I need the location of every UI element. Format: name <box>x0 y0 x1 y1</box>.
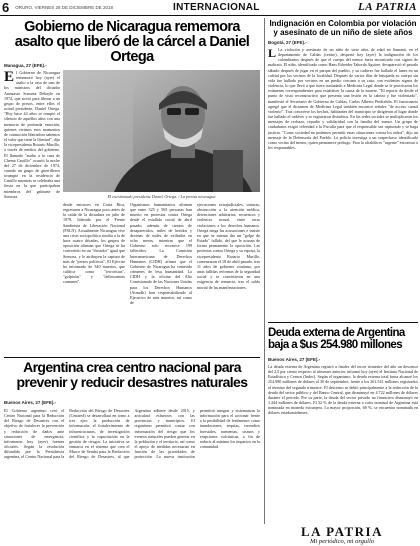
dateline: ORURO, VIERNES 28 DE DICIEMBRE DE 2018 <box>15 5 114 10</box>
header-rule <box>0 15 420 16</box>
ortega-photo-illustration <box>63 70 260 192</box>
page-number: 6 <box>2 0 10 15</box>
nicaragua-byline: Managua, 27 (EFE).- <box>4 63 47 68</box>
colombia-headline: Indignación en Colombia por violación y asesinato de un niño de siete años <box>269 19 417 37</box>
nicaragua-text-1: l Gobierno de Nicaragua rememoró hoy (ayer) el asalto a la casa de uno de los ministros del dictador Anastasio Somoza Debayle en 1974, que sirvió para liberar a un grupo de presos, entre ellos el actual presidente, Daniel Ortega. "Hoy hace 44 años se rompió el silencio de aquellos años con una memoria de profunda emoción, quienes vivimos esos momentos de conmoción liberadora sabemos el valor que tiene la libertad", dijo la vicepresidenta Rosario Murillo, a través de medios del gobierno. El llamado "asalto a la casa de Chema Castillo" ocurrió la noche del 27 de diciembre de 1974, cuando un grupo de guerrilleros irrumpió en la residencia de Castillo mientras se celebraba una fiesta en la que participaban miembros del gabinete de Somoza. <box>4 70 60 199</box>
photo-caption: El cuestionado presidente Daniel Ortega. / La prensa nicaragua <box>107 194 216 199</box>
nicaragua-column-2: desde entonces en Costa Rica, regresaron a Nicaragua poco antes de la caída de la dictadura en julio de 1979, liderada por el Frente Sandinista de Liberación Nacional (FSLN). Actualmente Nicaragua vive una crisis sociopolítica similar a la de hace cuatro décadas, los grupos de oposición afirman que Ortega se ha convertido en un "dictador" igual que Somoza, y le atribuyen la captura de más de "presos políticos". El Ejército ha informado de 340 muertos, que califica como "terroristas", "golpistas" y "delincuentes comunes". <box>63 202 125 285</box>
deuda-headline: Deuda externa de Argentina baja a $us 254.980 millones <box>268 327 405 352</box>
colombia-body <box>268 47 418 318</box>
nicaragua-column-1 <box>4 70 60 352</box>
nicaragua-headline: Gobierno de Nicaragua rememora asalto que liberó de la cárcel a Daniel Ortega <box>14 19 250 66</box>
brand-logo: LA PATRIA <box>357 1 417 13</box>
colombia-text: La violación y asesinato de un niño de siete años de edad en Samaná, en el departamento de Caldas (centro), despertó hoy (ayer) la indignación de los colombianos después de que el cuerpo del menor fuera encontrado con signos de maltrato. El niño, identificado como Hans Esbeider Taborda Aguirre, desapareció el pasado sábado después de jugar en el parque del pueblo, y su cadáver fue hallado el lunes en un cafetal por los vecinos de la localidad. Después de varios días de búsqueda su cuerpo sin vida fue hallado por vecinos en un predio cercano a su casa, con evidentes signos de violencia, lo que llevó a que fuera trasladado a Medicina Legal donde se le practicaron los exámenes correspondientes para establecer la causa de la muerte. "El reporte da desde el punto de vista reconstructivo que presenta una lesión en la cabeza y fue violentado", manifestó el Secretario de Gobierno de Caldas, Carlos Alberto Piedrahíta. El funcionario agregó que el dictamen de Medicina Legal también encontró señales "de acceso carnal violento". Tras conocerse los hechos, habitantes del municipio se dirigieron al lugar donde fue hallado el cadáver y se registraron disturbios. En las redes sociales se multiplicaron los mensajes de rechazo, repudio y solidaridad con la familia del menor. Un grupo de ciudadanos exigió celeridad a la Fiscalía para que el responsable sea capturado y se haga justicia. "Como sociedad no podemos permitir estas situaciones contra los niños", dijo un mensaje de la Defensoría del Pueblo. La policía investiga a un sospechoso identificado como vecino del menor, quien permanece prófugo. Para la alcaldía es "urgente" encontrar a los responsables. <box>268 47 418 150</box>
masthead <box>268 525 416 545</box>
page-header-left <box>2 1 113 14</box>
nicaragua-column-3: Organismos humanitarios afirman que entre 325 y 565 personas han muerto en protestas contra Ortega desde el estallido social de abril pasado, además de cientos de desaparecidos, miles de heridos y decenas de miles de exiliados en ocho meses, mientras que el Gobierno solo reconoce 199 fallecidos. La Comisión Interamericana de Derechos Humanos (CIDH) afirma que el Gobierno de Nicaragua ha cometido crímenes de lesa humanidad. La CIDH y la oficina del Alto Comisionado de las Naciones Unidas para los Derechos Humanos (Acnudh) han responsabilizado al Ejecutivo de más muertos, así como de <box>130 202 192 305</box>
ortega-photo <box>63 70 260 192</box>
deuda-byline: Buenos Aires, 27 (EFE).- <box>268 357 321 362</box>
desastres-rule <box>4 357 260 358</box>
nicaragua-column-4: ejecuciones extrajudiciales, torturas, obstrucción a la atención médica, detenciones arbitrarias, secuestros y violencia sexual, entre otras violaciones a los derechos humanos. Ortega niega las acusaciones e insiste en que se intenta dar un "golpe de Estado" fallido, del que le acusan de forma permanente la oposición. Las protestas contra Ortega y su esposa, la vicepresidenta Rosario Murillo, comenzaron el 18 de abril pasado, tras 11 años de gobierno continuo, por unas fallidas reformas de la seguridad social y se convirtieron en una exigencia de renuncia, tras el saldo mortal de las manifestaciones. <box>197 202 260 290</box>
colombia-byline: Bogotá, 27 (EFE).- <box>268 40 307 45</box>
masthead-slogan: Mi periódico, mi orgullo <box>309 538 375 545</box>
desastres-byline: Buenos Aires, 27 (EFE).- <box>4 400 57 405</box>
dropcap: E <box>4 70 15 85</box>
desastres-body: El Gobierno argentino creó el Centro Nacional para la Reducción del Riesgo de Desastres con el objetivo de fortalecer la prevención y reducción de daños ante situaciones de emergencia, informaron hoy (ayer) fuentes oficiales. Según la resolución difundida por la Presidencia argentina, el Centro Nacional para la Reducción del Riesgo de Desastres (Cenared) se desarrollará en torno a tres ejes: la producción de información, el fortalecimiento de infraestructuras, de investigación científica y la capacitación en la gestión de riesgos. La iniciativa se enmarca en el sistema que crea el Marco de Sendai para la Reducción del Riesgo de Desastres, al que Argentina adhiere desde 2015, y articulará esfuerzos con las provincias y municipios. El organismo permitirá contar con información del riesgo que los eventos naturales pueden generar en la población y el territorio, así como el apoyo de medidas necesarias en función de las prioridades de protección. La nueva institución permitirá integrar y sistematizar la información para el accionar frente a la posibilidad de fenómenos como inundaciones, sequías, incendios forestales, tormentas, sismos y erupciones volcánicas, a fin de reducir al mínimo los impactos en la comunidad. <box>4 408 260 460</box>
colombia-dropcap: L <box>268 47 277 60</box>
column-divider <box>264 18 265 524</box>
section-label: INTERNACIONAL <box>173 2 260 13</box>
deuda-rule <box>268 322 418 323</box>
deuda-body: La deuda externa de Argentina registró a finales del tercer trimestre del año un descenso del 2,5 por ciento respecto al trimestre anterior, informó hoy (ayer) el Instituto Nacional de Estadística y Censos (Indec). Según el organismo, la deuda externa total bruta alcanzó los 254.980 millones de dólares al 30 de septiembre, frente a los 261.541 millones registrados al término del segundo trimestre. El descenso se debió principalmente a la reducción de la deuda del sector público y del Banco Central, que disminuyó en 4.722 millones de dólares durante el periodo. Por su parte, la deuda del sector privado no financiero disminuyó en 1.244 millones de dólares. El 32 % de la deuda externa a valor nominal de Argentina está nominada en moneda extranjera. La mayor proporción, 68 %, se encuentra nominada en dólares estadounidenses. <box>268 364 418 416</box>
masthead-name: LA PATRIA <box>301 524 383 539</box>
desastres-headline: Argentina crea centro nacional para prevenir y reducir desastres naturales <box>16 359 248 390</box>
